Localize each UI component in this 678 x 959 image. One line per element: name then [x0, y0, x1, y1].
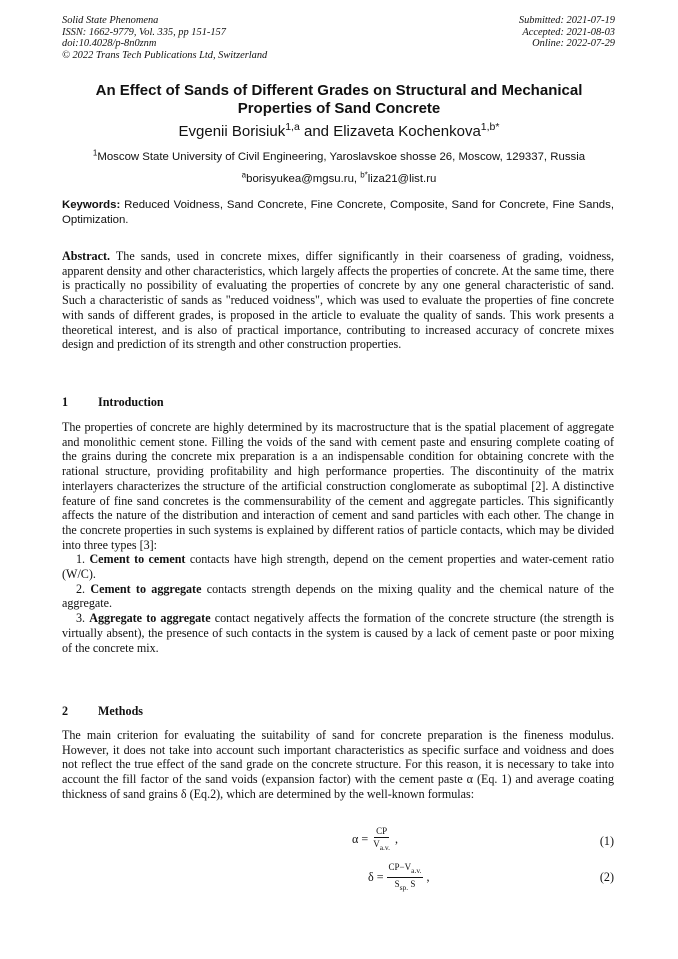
fraction: [371, 826, 392, 853]
keywords: [62, 198, 614, 227]
fraction: [387, 862, 424, 893]
section-title: Introduction: [98, 395, 164, 409]
keywords-label: Keywords:: [62, 199, 121, 211]
list-item: [62, 552, 614, 581]
equation-1: [62, 826, 614, 856]
email-a-sup: a: [241, 170, 247, 180]
author-1-sup: 1,a: [285, 121, 300, 134]
journal-header: [62, 15, 267, 61]
equation-1-math: [352, 826, 398, 853]
emails: [62, 172, 616, 186]
numerator-text: CP−V: [388, 862, 412, 872]
journal-name: Solid State Phenomena: [62, 15, 159, 26]
list-term: Cement to cement: [89, 552, 186, 567]
abstract-text: The sands, used in concrete mixes, differ significantly in their coarseness of grading, voidness, apparent density and other characteristics, which largely affects the properties of concrete. At the same time, there is practically no possibility of evaluating the properties of concrete by any one general characteristic of sand. Such a characteristic of sands as "reduced voidness", which was used to evaluate the properties of fine concrete with sands of different grades, is proposed in the article to evaluate the quality of sands. This work presents a theoretical interest, and is also of practical importance, contributing to increased accuracy of concrete mixes design and prediction of its strength and other construction properties.: [62, 249, 614, 352]
section-number: 1: [62, 395, 69, 409]
author-line: [62, 123, 616, 141]
denominator: [393, 878, 418, 893]
author-and: and: [299, 123, 334, 140]
equation-2-math: [368, 862, 430, 893]
numerator: [387, 862, 424, 878]
introduction-paragraph: The properties of concrete are highly determined by its macrostructure that is the spatial placement of aggregate and monolithic cement stone. Filling the voids of the sand with cement paste and ensuring complete coating of the grains during the concrete mix preparation is a an indispensable condition for obtaining concrete with the rational structure, providing profitability and high performance properties. The discontinuity of the matrix interlayers characterizes the structure of the artificial construction conglomerate as suboptimal [2]. A distinctive feature of fine sand concretes is the commensurability of the cement and aggregate particles. This significantly affects the nature of the distribution and interaction of cement and sand particles with each other. The change in the concrete properties in such systems is explained by different ratios of particle contacts, which may be divided into three types [3]:: [62, 420, 614, 552]
journal-issn: ISSN: 1662-9779, Vol. 335, pp 151-157: [62, 26, 226, 38]
submitted-date: Submitted: 2021-07-19: [518, 15, 615, 26]
abstract-label: Abstract.: [62, 249, 111, 263]
numerator-subscript: a.v.: [411, 865, 422, 875]
affiliation-sup: 1: [92, 148, 98, 158]
section-number: 2: [62, 704, 69, 718]
section-title: Methods: [98, 704, 144, 718]
equation-number: (1): [599, 834, 614, 848]
list-number: 1.: [76, 552, 90, 567]
equation-number: (2): [599, 870, 614, 884]
author-2-sup: 1,b*: [480, 121, 500, 134]
journal-doi: doi:10.4028/p-8n0znm: [62, 38, 157, 50]
equation-tail: ,: [426, 869, 430, 884]
equation-tail: ,: [395, 831, 399, 846]
methods-paragraph: The main criterion for evaluating the suitability of sand for concrete preparation is the fineness modulus. However, it does not take into account such important characteristics as specific surface and voidness and does not reflect the true effect of the sand grade on the concrete structure. For this reason, it is necessary to take into account the fill factor of the sand voids (expansion factor) with the cement paste α (Eq. 1) and average coating thickness of sand grains δ (Eq.2), which are determined by the well-known formulas:: [62, 728, 614, 801]
list-item: [62, 611, 614, 655]
section-heading-methods: [62, 704, 143, 718]
section-heading-introduction: [62, 395, 164, 409]
list-text: contacts strength depends on the mixing quality and the chemical nature of the aggregate.: [62, 581, 614, 611]
keywords-text: Reduced Voidness, Sand Concrete, Fine Concrete, Composite, Sand for Concrete, Fine Sands, Optimization.: [62, 199, 614, 226]
numerator-text: CP: [376, 826, 388, 836]
denominator-text: S: [394, 878, 400, 889]
accepted-date: Accepted: 2021-08-03: [522, 26, 615, 38]
email-b-sup: b*: [360, 170, 368, 180]
equation-lhs: α =: [352, 831, 369, 846]
list-item: [62, 582, 614, 611]
list-number: 2.: [76, 581, 91, 596]
online-date: Online: 2022-07-29: [532, 38, 615, 50]
denominator-subscript: a.v.: [379, 842, 391, 852]
equation-2: [62, 862, 614, 892]
author-2: Elizaveta Kochenkova: [333, 123, 481, 140]
abstract: [62, 249, 614, 352]
numerator: [374, 826, 389, 838]
author-1: Evgenii Borisiuk: [178, 123, 286, 140]
denominator-subscript: sp.: [399, 882, 409, 892]
affiliation: [62, 150, 616, 164]
email-b[interactable]: liza21@list.ru: [367, 173, 437, 185]
introduction-body: [62, 420, 614, 655]
denominator: [371, 838, 392, 853]
list-number: 3.: [76, 611, 90, 626]
denominator-tail: S: [408, 878, 416, 889]
paper-title: An Effect of Sands of Different Grades on Structural and Mechanical Properties of Sand Concrete: [95, 82, 583, 117]
equation-lhs: δ =: [368, 869, 384, 884]
dates-header: [519, 15, 615, 50]
denominator-text: V: [373, 839, 380, 849]
affiliation-text: Moscow State University of Civil Engineering, Yaroslavskoe shosse 26, Moscow, 129337, Russia: [97, 151, 586, 163]
email-a[interactable]: borisyukea@mgsu.ru,: [246, 173, 361, 185]
journal-copyright: © 2022 Trans Tech Publications Ltd, Switzerland: [62, 49, 268, 61]
list-term: Cement to aggregate: [90, 581, 202, 596]
list-text: contact negatively affects the formation of the concrete structure (the strength is virtually absent), the presence of such contacts in the system is caused by a lack of cement paste or poor mixing of the concrete mix.: [62, 611, 614, 655]
list-term: Aggregate to aggregate: [89, 611, 211, 626]
list-text: contacts have high strength, depend on the cement properties and water-cement ratio (W/C).: [62, 552, 614, 582]
